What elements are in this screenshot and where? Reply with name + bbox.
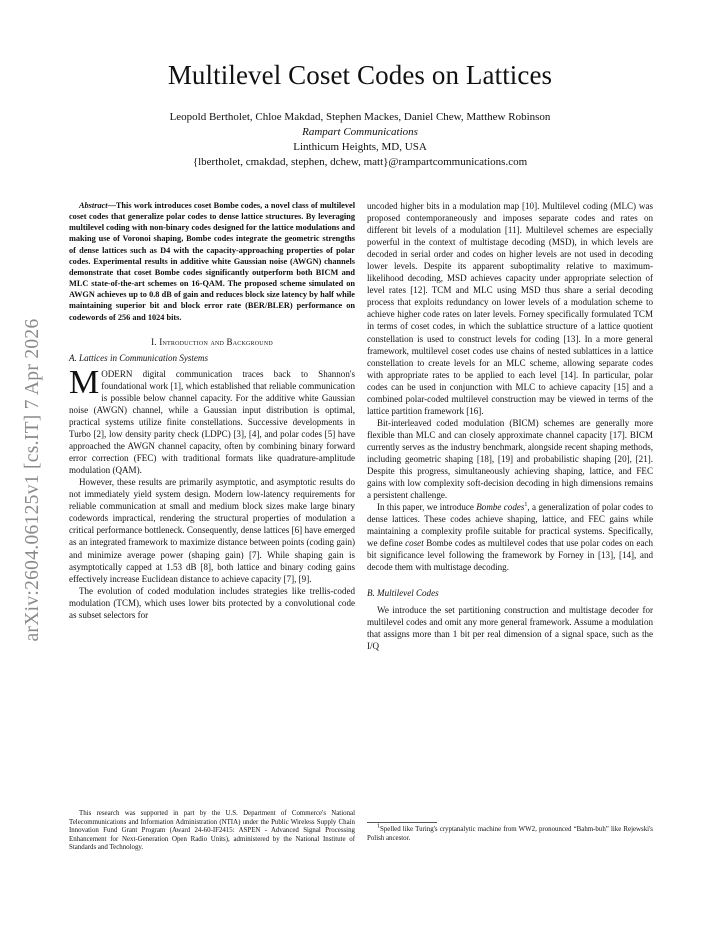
paragraph: uncoded higher bits in a modulation map [10]. Multilevel coding (MLC) was proposed contemporaneously and imposes separate codes and rates on different bit levels of a modulation [11]. Multilevel schemes are especially powerful in the context of multistage decoding (MSD), in which levels are decoded in serial order and codes on higher levels are not used in decoding lower levels. Despite its apparent suboptimality relative to maximum-likelihood decoding, MSD achieves capacity under appropriate selection of level rates [12]. TCM and MLC using MSD thus share a serial decoding process that exploits redundancy on lower levels of a modulation scheme to achieve higher code rates on later levels. Forney specifically formulated TCM in terms of coset codes, in which the sublattice structure of a lattice quotient constellation is used to construct levels for coding [13]. In a more general framework, multilevel coset codes use chains of nested sublattices in a lattice constellation to create levels for an MLC scheme, allowing separate codes with appropriate rates to be applied to each level [14]. In particular, polar codes can be used in conjunction with MLC to achieve capacity [15] and a combined polar-coded multilevel construction may be viewed in terms of the lattice partition framework [16]. [367,201,653,416]
paragraph [69,363,355,476]
abstract-body: This work introduces coset Bombe codes, a novel class of multilevel coset codes that generalize polar codes to dense lattice structures. By leveraging multilevel coding with non-binary codes designed for the lattice modulations and making use of Voronoi shaping, Bombe codes integrate the geometric strengths of dense lattices such as D4 with the capacity-approaching properties of polar codes. Experimental results in additive white Gaussian noise (AWGN) channels demonstrate that coset Bombe codes significantly outperform both BICM and MLC state-of-the-art schemes on 16-QAM. The proposed scheme simulated on AWGN achieves up to 0.8 dB of gain and reduces block size latency by half while maintaining superior bit and block error rate (BER/BLER) performance on codewords of 256 and 1024 bits. [69,201,355,322]
paragraph: However, these results are primarily asymptotic, and asymptotic results do not immediately yield system design. Modern low-latency requirements for reliable communication at small and medium block sizes make large binary codewords impractical, rendering the structural properties of modulation a critical performance bottleneck. Consequently, dense lattices [6] have emerged as an integrated framework to maximize distance between points (coding gain) and minimize average power (shaping gain) [7]. While shaping gain is asymptotically capped at 1.53 dB [8], both lattice and binary coding gains effectively increase Euclidean distance to achieve capacity [7], [9]. [69,477,355,584]
footnote-mark: 1 [524,502,528,509]
drop-cap: M [69,363,100,401]
abstract-lead: Abstract [79,201,108,210]
funding-footnote [69,810,355,853]
left-column [69,200,355,621]
paragraph: We introduce the set partitioning construction and multistage decoder for multilevel codes and omit any more general framework. Assume a modulation that assigns more than 1 bit per real dimension of a signal space, such as the I/Q [367,604,653,651]
subsection-heading-a: A. Lattices in Communication Systems [69,352,208,363]
emails: {lbertholet, cmakdad, stephen, dchew, matt}@rampartcommunications.com [192,156,528,168]
arxiv-stamp: arXiv:2604.06125v1 [cs.IT] 7 Apr 2026 [22,318,43,642]
paragraph-text: digital communication traces back to Shannon's foundational work [1], which established that reliable communication is possible below channel capacity. For the additive white Gaussian noise (AWGN) channel, while a Gaussian input distribution is optimal, practical systems utilize finite constellations. Successive developments in Turbo [2], low density parity check (LDPC) [3], [4], and polar codes [5] have approached the AWGN channel capacity, often by combining binary forward error correction (FEC) with traditional formats like quadrature-amplitude modulation (QAM). [69,368,355,476]
author-block [0,110,720,170]
paragraph: The evolution of coded modulation includes strategies like trellis-coded modulation (TCM), which uses lower bits protected by a convolutional code as subset selectors for [69,585,355,620]
footnote-number: 1 [377,823,380,830]
paragraph [367,501,653,573]
affiliation: Rampart Communications [302,126,418,138]
smallcaps-lead: ODERN [101,368,133,379]
section-numeral: I. [151,336,157,347]
section-title: Introduction and Background [159,336,273,347]
footnote [367,823,653,843]
location: Linthicum Heights, MD, USA [293,141,427,153]
emphasis: coset [405,538,424,549]
paragraph-text: , a generalization of polar codes to dense lattices. These codes achieve shaping, lattice, and FEC gains while maintaining a complexity profile suitable for practical systems. Specifically, we define [367,502,654,549]
paper-title: Multilevel Coset Codes on Lattices [167,60,553,90]
author-names: Leopold Bertholet, Chloe Makdad, Stephen Mackes, Daniel Chew, Matthew Robinson [169,111,551,123]
right-column [367,200,653,652]
paragraph-text: Bombe codes as multilevel codes that use polar codes on each bit significance level following the framework by Forney in [13], [14], and decode them with multistage decoding. [367,538,653,573]
abstract-dash: — [107,201,116,210]
footnote-body: Spelled like Turing's cryptanalytic machine from WW2, pronounced “Bahm-buh” like Rejewski's Polish ancestor. [367,826,653,842]
footnote-text [367,823,653,843]
subsection-heading-b: B. Multilevel Codes [367,588,439,599]
section-heading [69,336,355,348]
paragraph-text: In this paper, we introduce [377,502,477,513]
paragraph: Bit-interleaved coded modulation (BICM) schemes are generally more flexible than MLC and can closely approximate channel capacity [17]. BICM currently serves as the industry benchmark, alongside recent shaping methods, including geometric shaping [18], [19] and probabilistic shaping [20], [21]. Despite this progress, simultaneously achieving shaping, lattice, and FEC gains with low complexity soft-decision decoding in high dimensions remains a persistent challenge. [367,417,653,501]
abstract [69,200,355,323]
emphasis: Bombe codes [476,502,525,513]
footnote-text: This research was supported in part by the U.S. Department of Commerce's National Telecommunications and Information Administration (NTIA) under the Public Wireless Supply Chain Innovation Fund Grant Program (Award 24-60-IF2415: ASPEN - Advanced Signal Processing Enhancement for Next-Generation Open Radio Units), administered by the National Institute of Standards and Technology. [69,810,355,852]
